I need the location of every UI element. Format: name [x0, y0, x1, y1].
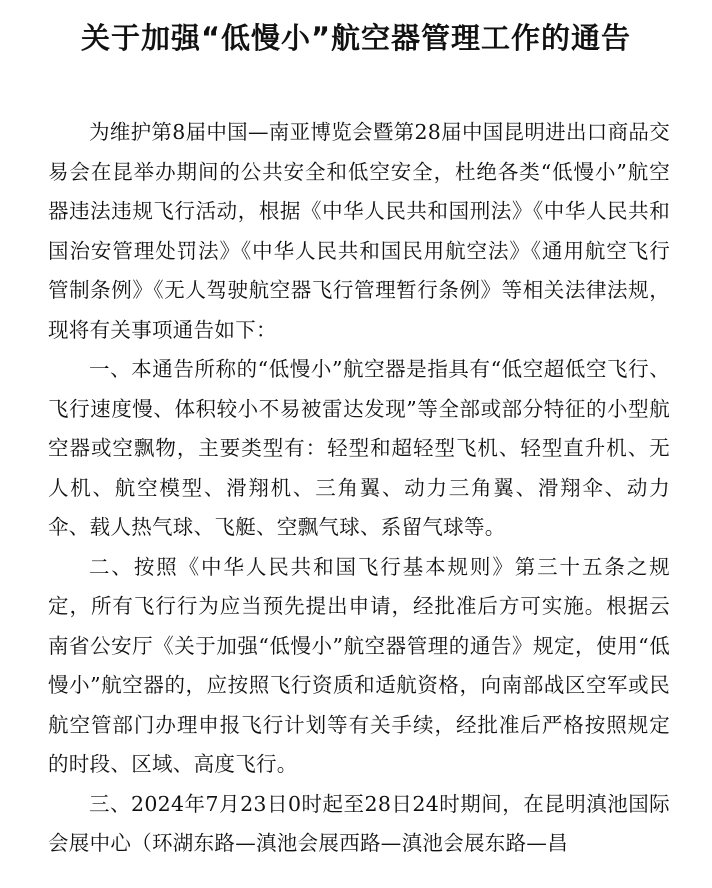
- paragraph-item-1: 一、本通告所称的“低慢小”航空器是指具有“低空超低空飞行、飞行速度慢、体积较小不易被雷达发现”等全部或部分特征的小型航空器或空飘物，主要类型有：轻型和超轻型飞机、轻型直升机、无人机、航空模型、滑翔机、三角翼、动力三角翼、滑翔伞、动力伞、载人热气球、飞艇、空飘气球、系留气球等。: [48, 357, 670, 539]
- document-title: 关于加强“低慢小”航空器管理工作的通告: [80, 21, 632, 55]
- paragraph-item-2: 二、按照《中华人民共和国飞行基本规则》第三十五条之规定，所有飞行行为应当预先提出申请，经批准后方可实施。根据云南省公安厅《关于加强“低慢小”航空器管理的通告》规定，使用“低慢小”航空器的，应按照飞行资质和适航资格，向南部战区空军或民航空管部门办理申报飞行计划等有关手续，经批准后严格按照规定的时段、区域、高度飞行。: [48, 554, 670, 776]
- paragraph-item-3: 三、2024年7月23日0时起至28日24时期间，在昆明滇池国际会展中心（环湖东路—滇池会展西路—滇池会展东路—昌: [48, 791, 670, 855]
- document-body: [48, 113, 670, 864]
- paragraph-intro: 为维护第8届中国—南亚博览会暨第28届中国昆明进出口商品交易会在昆举办期间的公共安全和低空安全，杜绝各类“低慢小”航空器违法违规飞行活动，根据《中华人民共和国刑法》《中华人民共和国治安管理处罚法》《中华人民共和国民用航空法》《通用航空飞行管制条例》《无人驾驶航空器飞行管理暂行条例》等相关法律法规，现将有关事项通告如下：: [48, 120, 670, 342]
